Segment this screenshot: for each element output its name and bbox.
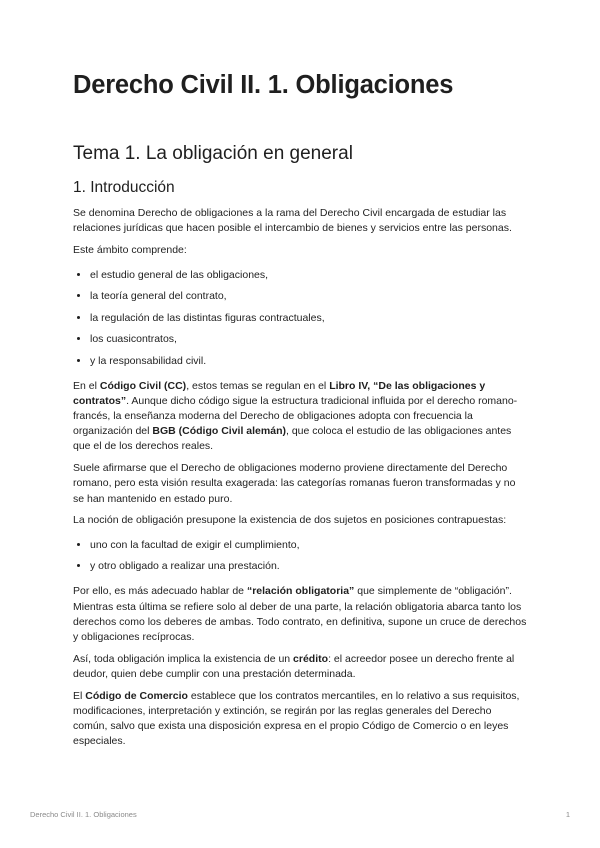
bold-term: Código de Comercio [85, 689, 188, 702]
list-item: • la teoría general del contrato, [90, 286, 528, 308]
footer-title: Derecho Civil II. 1. Obligaciones [30, 810, 137, 819]
list-item: • y otro obligado a realizar una prestación. [90, 556, 528, 578]
paragraph-relacion-obligatoria [73, 584, 528, 645]
page-number: 1 [565, 810, 570, 819]
text-run: , estos temas se regulan en el [186, 379, 330, 392]
text-run: . Aunque dicho código sigue la estructura tradicional influida por el derecho romano-francés, la enseñanza moderna del Derecho de obligaciones adopta con frecuencia la organización del [73, 394, 518, 438]
text-run: que simplemente de “obligación”. Mientras esta última se refiere solo al deber de una parte, la relación obligatoria abarca tanto los derechos como los deberes de ambas. Todo contrato, en definitiva, supone un cruce de derechos y obligaciones recíprocas. [73, 585, 527, 644]
section-heading: 1. Introducción [73, 179, 175, 196]
bold-term: Libro IV, “De las obligaciones y contratos” [73, 379, 486, 407]
list-item: • y la responsabilidad civil. [90, 351, 528, 373]
list-item: • uno con la facultad de exigir el cumplimiento, [90, 535, 528, 557]
bold-term: crédito [293, 652, 329, 665]
text-run: , que coloca el estudio de las obligaciones antes que el de los derechos reales. [73, 425, 512, 453]
bold-term: BGB (Código Civil alemán) [152, 425, 286, 438]
subjects-list [73, 535, 528, 578]
paragraph-codigo-civil [73, 379, 528, 455]
paragraph-roman-law: Suele afirmarse que el Derecho de obligaciones moderno proviene directamente del Derecho romano, pero esta visión resulta exagerada: las categorías romanas fueron transformadas y no se han mantenido en estado puro. [73, 462, 516, 505]
text-run: establece que los contratos mercantiles, en lo relativo a sus requisitos, modificaciones, interpretación y extinción, se regirán por las reglas generales del Derecho común, salvo que exista una disposición expresa en el propio Código de Comercio o en leyes especiales. [73, 689, 520, 748]
document-title: Derecho Civil II. 1. Obligaciones [73, 71, 454, 99]
document-body [73, 206, 528, 756]
text-run: : el acreedor posee un derecho frente al deudor, quien debe cumplir con una prestación determinada. [73, 652, 515, 680]
paragraph-codigo-comercio [73, 689, 528, 750]
list-item: • el estudio general de las obligaciones, [90, 265, 528, 287]
list-item: • los cuasicontratos, [90, 329, 528, 351]
tema-heading: Tema 1. La obligación en general [73, 143, 353, 164]
paragraph-scope-intro: Este ámbito comprende: [73, 243, 187, 256]
text-run: En el [73, 379, 100, 392]
bold-term: “relación obligatoria” [246, 585, 355, 598]
list-item: • la regulación de las distintas figuras contractuales, [90, 308, 528, 330]
text-run: Por ello, es más adecuado hablar de [73, 585, 247, 598]
text-run: Así, toda obligación implica la existencia de un [73, 652, 294, 665]
paragraph-definition: Se denomina Derecho de obligaciones a la rama del Derecho Civil encargada de estudiar las relaciones jurídicas que hacen posible el intercambio de bienes y servicios entre las personas. [73, 207, 512, 235]
paragraph-credito [73, 652, 528, 682]
paragraph-two-subjects: La noción de obligación presupone la existencia de dos sujetos en posiciones contrapuestas: [73, 514, 507, 527]
bold-term: Código Civil (CC) [99, 379, 187, 392]
text-run: El [73, 689, 86, 702]
scope-list [73, 265, 528, 373]
